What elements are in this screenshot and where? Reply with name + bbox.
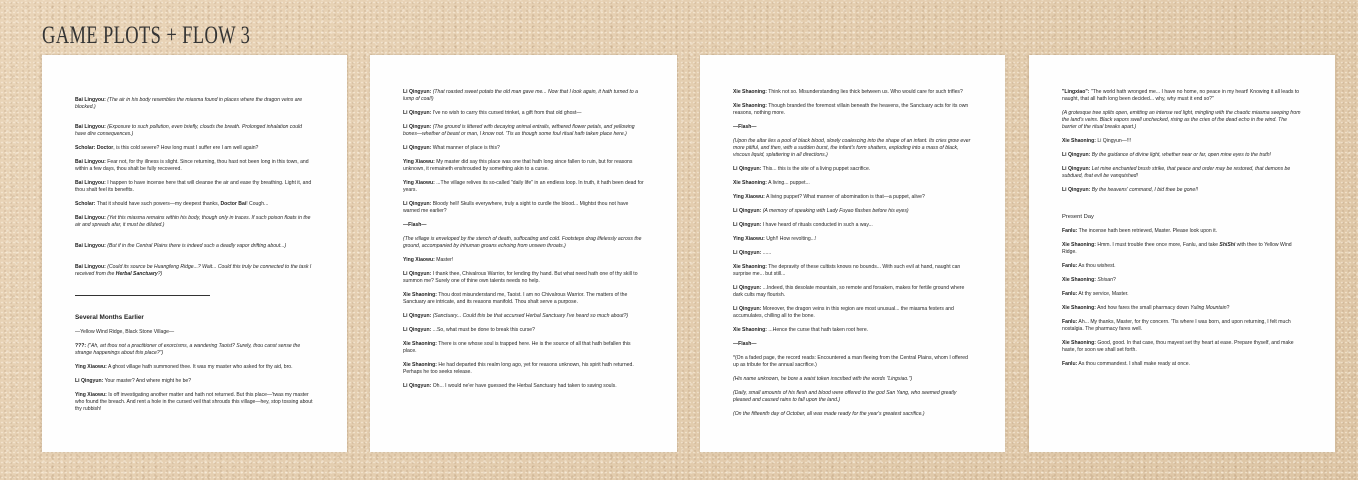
speaker-name: Li Qingyun: [1062,186,1091,193]
speaker-name: Bai Lingyou: [75,179,106,186]
line-text: —Flash— [733,340,757,347]
line-text: Ah... My thanks, Master, for thy concern. 'Tis where I was born, and upon returning, I felt much nostalgia. The pharmacy fares well. [1062,318,1291,332]
dialogue-line [75,243,314,250]
line-text: There is one whose soul is trapped here. He is the source of all that hath befallen this place. [403,340,631,354]
dialogue-line [733,208,972,215]
dialogue-line [1062,263,1302,270]
line-text: (Sanctuary... Could this be that accursed Herbal Sanctuary I've heard so much about?) [432,312,629,319]
line-text: As thou wishest. [1078,262,1116,269]
speaker-name: Xie Shaoning: [733,326,767,333]
line-text: Is off investigating another matter and hath not returned. But this place—'twas my master who found the breach. And rent a hole in the cursed veil that shrouds this village—hey, stop tossing about thy rubbish! [75,392,313,412]
narration-line [1062,110,1302,131]
speaker-name: Xie Shaoning: [733,179,767,186]
line-text: This... this is the site of a living puppet sacrifice. [762,165,871,172]
narration-line [733,138,972,159]
line-text: "The world hath wronged me... I have no home, no peace in my heart! Knowing it all leads to naught, that all hath long been decided... why, why must it end so?" [1062,88,1300,102]
dialogue-line [733,327,972,334]
speaker-name: Xie Shaoning: [733,102,767,109]
speaker-name: Xie Shaoning: [1062,276,1096,283]
line-text: By the heavens' command, I bid thee be gone!! [1091,186,1199,193]
line-text: (Yet this miasma remains within his body, though only in traces. If such poison floats in the air and spreads afar, it must be diluted.) [75,214,311,228]
dialogue-line [403,362,644,376]
dialogue-line [75,124,314,138]
page-body [75,55,314,452]
dialogue-line [403,180,644,194]
slide-title: GAME PLOTS + FLOW 3 [42,22,251,49]
line-text: Your master? And where might he be? [104,378,192,384]
speaker-name: Xie Shaoning: [403,340,437,347]
line-text: The depravity of these cultists knows no bounds... With such evil at hand, naught can surprise me... but still... [733,263,961,277]
dialogue-line [733,264,972,278]
line-text: Let mine enchanted brush strike, that peace and order may be restored, that demons be subdued, that evil be vanquished! [1062,165,1291,179]
line-text: (Daily, small amounts of his flesh and blood were offered to the god San Yang, who seemed greatly pleased and caused rains to fall upon the land.) [733,389,957,403]
line-text: A ghost village hath summoned thee. It was my master who asked for thy aid, bro. [107,364,293,370]
line-text: (The village is enveloped by the stench of death, suffocating and cold. Footsteps drag lifelessly across the ground, accompanied by inhuman groans echoing from unseen throats.) [403,235,642,249]
dialogue-line [403,145,644,152]
dialogue-line [403,110,644,117]
speaker-name: Li Qingyun: [1062,151,1091,158]
speaker-name: Xie Shaoning: [1062,137,1096,144]
line-text: with thee to Yellow Wind Ridge. [1062,241,1292,255]
line-text: Several Months Earlier [75,314,144,321]
dialogue-line [1062,187,1302,194]
line-text: (A memory of speaking with Lady Fuyao flashes before his eyes) [762,207,909,214]
speaker-name: Bai Lingyou: [75,158,106,165]
narration-line [733,411,972,418]
line-text: Yuling Mountain [1190,304,1227,311]
line-text: Hmm. I must trouble thee once more, Fanlu, and take [1097,241,1220,248]
speaker-name: Li Qingyun: [403,200,432,207]
line-text: ?) [157,270,163,277]
line-text: My master did say this place was one that hath long since fallen to ruin, but for reasons unknown, it remaineth enshrouded by something akin to a curse. [403,158,633,172]
dialogue-line [1062,340,1302,354]
line-text: The incense hath been retrieved, Master. Please look upon it. [1078,227,1218,234]
speaker-name: Xie Shaoning: [403,291,437,298]
line-text: ...... [762,249,772,256]
line-text: Li Qingyun—!!! [1097,137,1132,144]
line-text: At thy service, Master. [1078,290,1129,297]
section-heading [1062,214,1302,221]
line-text: (The ground is littered with decaying animal entrails, withered flower petals, and yellowing bones—whether of beast or man, I know not. 'Tis as though some foul ritual hath taken place here.) [403,123,635,137]
line-text: He had departed this realm long ago, yet for reasons unknown, his spirit hath returned. Perhaps he too seeks release. [403,361,634,375]
line-text: ...So, what must be done to break this curse? [432,326,535,333]
line-text: ...The village relives its so-called "daily life" in an endless loop. In truth, it hath been dead for years. [403,179,644,193]
dialogue-line [1062,89,1302,103]
line-text: Think not so. Misunderstanding lies thick between us. Who would care for such trifles? [768,88,963,95]
speaker-name: Fanlu: [1062,318,1078,325]
dialogue-line [403,313,644,320]
dialogue-line [733,166,972,173]
dialogue-line [403,159,644,173]
speaker-name: Xie Shaoning: [1062,241,1096,248]
narration-line [733,355,972,369]
line-text: (His name unknown, he bore a waist token inscribed with the words "Lingxiao.") [733,375,913,382]
line-text: (But if in the Central Plains there is indeed such a deadly vapor drifting about...) [107,242,287,249]
line-text: Moreover, the dragon veins in this region are most unusual... the miasma festers and accumulates, chilling all to the bone. [733,305,954,319]
dialogue-line [733,103,972,117]
line-text: Herbal Sanctuary [115,270,158,277]
narration-line [403,236,644,250]
speaker-name: Li Qingyun: [403,144,432,151]
line-text: ...Hence the curse that hath taken root here. [768,326,869,333]
line-text: A living... puppet... [768,179,810,186]
script-page [42,55,347,452]
speaker-name: Fanlu: [1062,360,1078,367]
speaker-name: Ying Xiaowu: [733,193,765,200]
speaker-name: Li Qingyun: [733,284,762,291]
dialogue-line [1062,166,1302,180]
speaker-name: Bai Lingyou: [75,263,106,270]
speaker-name: Li Qingyun: [403,88,432,95]
line-text: I happen to have incense here that will cleanse the air and ease thy breathing. Light it, and thou shalt feel its benefits. [75,179,312,193]
speaker-name: Li Qingyun: [403,270,432,277]
dialogue-line [75,201,314,208]
speaker-name: Xie Shaoning: [403,361,437,368]
speaker-name: Li Qingyun: [1062,165,1091,172]
speaker-name: Li Qingyun: [403,109,432,116]
line-text: ShiShi [1219,241,1236,248]
line-text: (Upon the altar lies a pool of black blood, slowly coalescing into the shape of an infant. Its cries grow ever more pitiful, and then, with a sudden burst, the infant's form shatters, exploding into a mass of black, viscous liquid, splattering in all directions.) [733,137,971,158]
script-page [1029,55,1335,452]
speaker-name: Bai Lingyou: [75,96,106,103]
line-text: As thou commandest. I shall make ready at once. [1078,360,1190,367]
line-text: I've no wish to carry this cursed trinket, a gift from that old ghost— [432,109,582,116]
line-text: I have heard of rituals conducted in such a way... [762,221,873,228]
dialogue-line [403,327,644,334]
dialogue-line [1062,319,1302,333]
line-text: (The air in his body resembles the miasma found in places where the dragon veins are blocked.) [75,96,303,110]
speaker-name: Li Qingyun: [733,207,762,214]
line-text: (Could its source be Huangfeng Ridge...? Wait... Could this truly be connected to the task I received from the [75,263,312,277]
dialogue-line [75,378,314,385]
dialogue-line [75,215,314,229]
dialogue-line [733,89,972,96]
speaker-name: Li Qingyun: [403,312,432,319]
flash-marker [733,124,972,131]
line-text: And how fares the small pharmacy down [1097,304,1191,311]
speaker-name: "Lingxiao": [1062,88,1090,95]
speaker-name: Fanlu: [1062,262,1078,269]
speaker-name: Bai Lingyou: [75,214,106,221]
script-page [370,55,677,452]
line-text: Good, good. In that case, thou mayest set thy heart at ease. Prepare thyself, and make haste, for soon we shall set forth. [1062,339,1294,353]
line-text: Oh... I would ne'er have guessed the Herbal Sanctuary had taken to saving souls. [432,382,617,389]
dialogue-line [75,97,314,111]
speaker-name: Ying Xiaowu: [403,256,435,263]
speaker-name: Li Qingyun: [733,221,762,228]
line-text: —Flash— [733,123,757,130]
dialogue-line [403,292,644,306]
line-text: —Flash— [403,221,427,228]
line-text: Fear not, for thy illness is slight. Since returning, thou hast not been long in this town, and within a few days, thou shalt be fully recovered. [75,158,309,172]
line-text: Present Day [1062,213,1094,220]
speaker-name: Xie Shaoning: [1062,339,1096,346]
speaker-name: Li Qingyun: [403,123,432,130]
dialogue-line [75,159,314,173]
narration-line [733,376,972,383]
dialogue-line [1062,305,1302,312]
line-text: (That roasted sweet potato the old man gave me... Now that I look again, it hath turned to a lump of coal!) [403,88,639,102]
dialogue-line [733,194,972,201]
line-text: Shisan [1097,276,1113,283]
dialogue-line [75,392,314,413]
line-text: Master! [436,256,454,263]
dialogue-line [1062,361,1302,368]
line-text: (A grotesque tree splits open, emitting an intense red light, mingling with the chaotic miasma seeping from the land's veins. Black vapors swell unchecked, rising as the cries of the dead echo in the wind. The barrier of the ritual breaks apart.) [1062,109,1301,130]
speaker-name: Bai Lingyou: [75,242,106,249]
narration-line [733,390,972,404]
script-page [700,55,1005,452]
dialogue-line [733,250,972,257]
speaker-name: Xie Shaoning: [733,88,767,95]
speaker-name: Li Qingyun: [733,249,762,256]
speaker-name: Bai Lingyou: [75,123,106,130]
line-text: Doctor [96,144,114,151]
speaker-name: Ying Xiaowu: [403,179,435,186]
speaker-name: Fanlu: [1062,290,1078,297]
dialogue-line [75,343,314,357]
speaker-name: Ying Xiaowu: [403,158,435,165]
dialogue-line [403,201,644,215]
dialogue-line [403,341,644,355]
line-text: —Yellow Wind Ridge, Black Stone Village— [75,329,175,335]
speaker-name: Ying Xiaowu: [733,235,765,242]
speaker-name: ???: [75,343,87,349]
speaker-name: Xie Shaoning: [1062,304,1096,311]
speaker-name: Li Qingyun: [733,305,762,312]
dialogue-line [75,145,314,152]
speaker-name: Scholar: [75,200,96,207]
dialogue-line [75,264,314,278]
dialogue-line [403,89,644,103]
dialogue-line [1062,138,1302,145]
section-heading [75,314,314,322]
dialogue-line [1062,277,1302,284]
dialogue-line [75,180,314,194]
line-text: What manner of place is this? [432,144,500,151]
page-body [733,55,972,452]
dialogue-line [733,222,972,229]
line-text: , is this cold severe? How long must I suffer ere I am well again? [113,144,259,151]
dialogue-line [733,285,972,299]
line-text: ? [1226,304,1230,311]
flash-marker [733,341,972,348]
page-body [403,55,644,452]
line-text: I thank thee, Chivalrous Warrior, for lending thy hand. But what need hath one of thy skill to summon me? Surely one of thine own talents needs no help. [403,270,638,284]
line-text: Though branded the foremost villain beneath the heavens, the Sanctuary acts for its own reasons, nothing more. [733,102,969,116]
line-text: ? [1112,276,1116,283]
dialogue-line [733,236,972,243]
line-text: Doctor Bai [220,200,247,207]
section-divider [75,295,210,296]
line-text: ...Indeed, this desolate mountain, so remote and forsaken, makes for fertile ground where dark cults may flourish. [733,284,965,298]
speaker-name: Li Qingyun: [75,378,104,384]
dialogue-line [733,180,972,187]
speaker-name: Li Qingyun: [403,326,432,333]
dialogue-line [403,124,644,138]
speaker-name: Ying Xiaowu: [75,392,107,398]
line-text: Ugh!! How revolting...! [766,235,817,242]
dialogue-line [1062,242,1302,256]
line-text: A living puppet? What manner of abomination is that—a puppet, alive? [765,193,925,200]
scene-location [75,329,314,336]
line-text: ! Cough... [246,200,269,207]
line-text: (Exposure to such pollution, even briefly, clouds the breath. Prolonged inhalation could have dire consequences.) [75,123,302,137]
dialogue-line [403,271,644,285]
line-text: (On the fifteenth day of October, all was made ready for the year's greatest sacrifice.) [733,410,925,417]
line-text: That it should have such powers—my deepest thanks, [96,200,221,207]
dialogue-line [1062,152,1302,159]
speaker-name: Li Qingyun: [403,382,432,389]
speaker-name: Li Qingyun: [733,165,762,172]
dialogue-line [403,383,644,390]
line-text: Bloody hell! Skulls everywhere, truly a sight to curdle the blood... Mightst thou not have warned me earlier? [403,200,629,214]
flash-marker [403,222,644,229]
line-text: *(On a faded page, the record reads: Encountered a man fleeing from the Central Plains, whom I offered up as tribute for the annual sacrifice.) [733,354,968,368]
dialogue-line [1062,291,1302,298]
speaker-name: Scholar: [75,144,96,151]
speaker-name: Ying Xiaowu: [75,364,107,370]
dialogue-line [1062,228,1302,235]
speaker-name: Fanlu: [1062,227,1078,234]
dialogue-line [403,257,644,264]
line-text: Thou dost misunderstand me, Taoist. I am no Chivalrous Warrior. The matters of the Sanctuary are intricate, and its reasons manifold. Thou shalt serve a purpose. [403,291,628,305]
page-body [1062,55,1302,452]
dialogue-line [75,364,314,371]
line-text: By the guidance of divine light, whether near or far, open mine eyes to the truth! [1091,151,1271,158]
line-text: ("Ah, art thou not a practitioner of exorcisms, a wandering Taoist? Surely, thou canst sense the strange happenings about this place?") [75,343,301,356]
dialogue-line [733,306,972,320]
speaker-name: Xie Shaoning: [733,263,767,270]
